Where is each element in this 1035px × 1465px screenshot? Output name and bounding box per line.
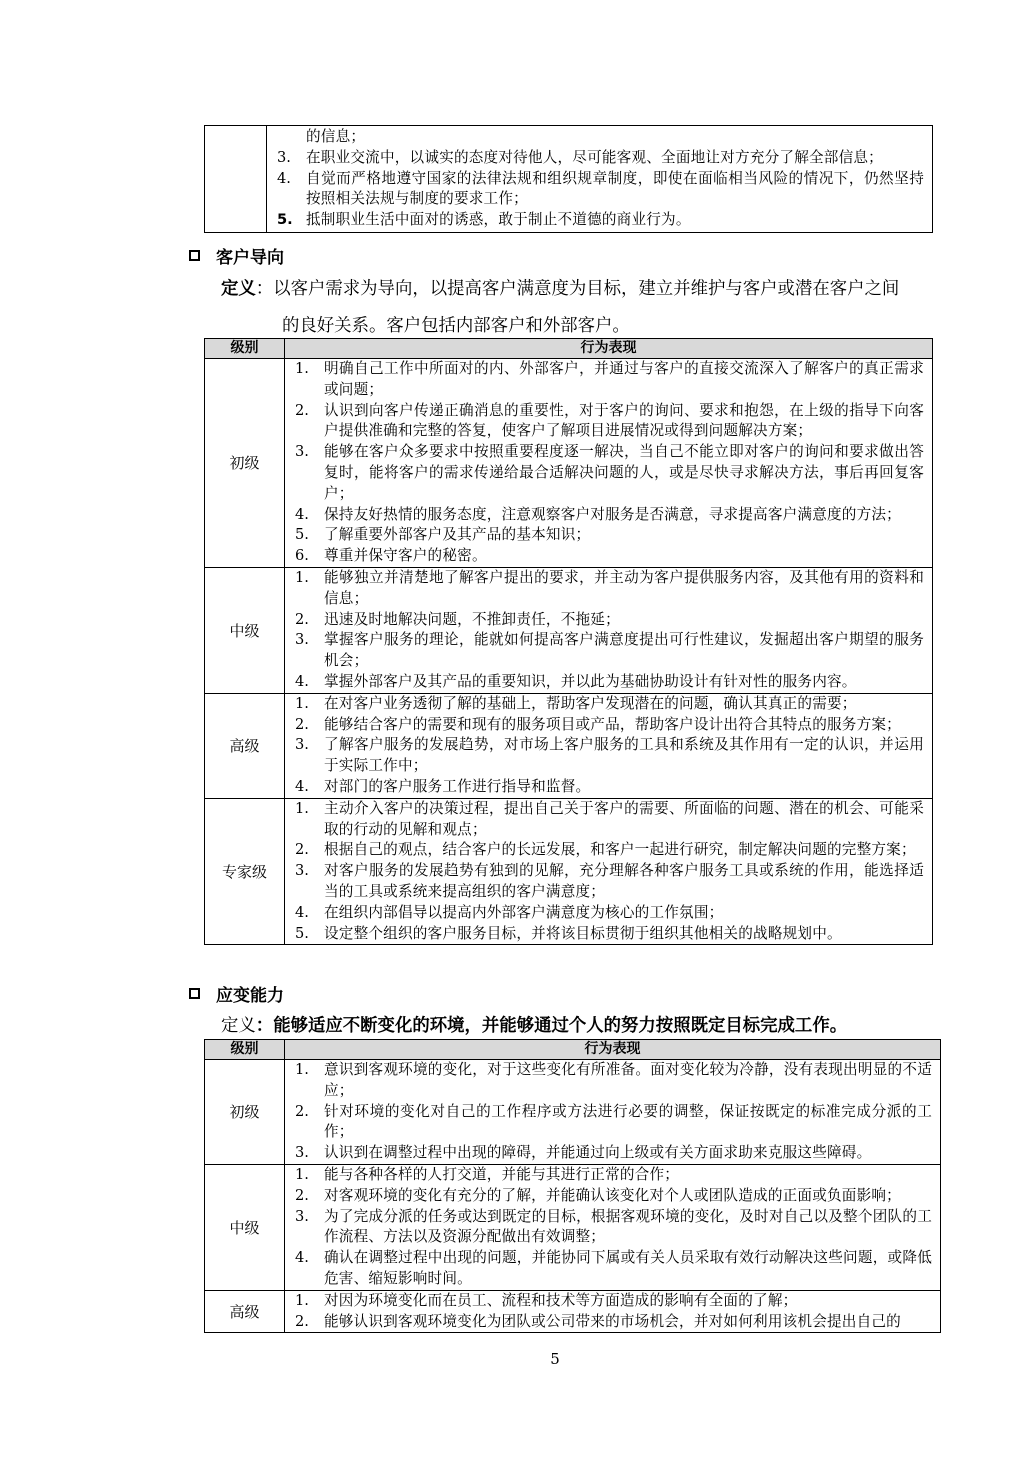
definition-text: 以客户需求为导向，以提高客户满意度为目标，建立并维护与客户或潜在客户之间 <box>273 279 900 299</box>
behavior-cell <box>267 126 933 233</box>
table-row <box>205 798 933 945</box>
level-cell <box>205 126 267 233</box>
level-cell: 中级 <box>205 567 285 693</box>
level-cell: 专家级 <box>205 798 285 945</box>
list-item: 2. 对客观环境的变化有充分的了解，并能确认该变化对个人或团队造成的正面或负面影响； <box>295 1186 901 1204</box>
table-row <box>205 567 933 693</box>
list-item: 5. 了解重要外部客户及其产品的基本知识； <box>295 526 591 544</box>
list-item: 1. 明确自己工作中所面对的内、外部客户，并通过与客户的直接交流深入了解客户的真正需求或问题； <box>295 360 924 398</box>
list-item: 3. 对客户服务的发展趋势有独到的见解，充分理解各种客户服务工具或系统的作用，能选择适当的工具或系统来提高组织的客户满意度； <box>295 862 924 900</box>
list-item: 1. 意识到客观环境的变化，对于这些变化有所准备。面对变化较为冷静，没有表现出明显的不适应； <box>295 1061 932 1099</box>
table-header-row <box>205 1040 941 1060</box>
header-level: 级别 <box>205 1040 285 1060</box>
behavior-cell <box>285 693 933 798</box>
list-item: 2. 能够认识到客观环境变化为团队或公司带来的市场机会，并对如何利用该机会提出自己的 <box>295 1312 901 1330</box>
level-cell: 高级 <box>205 693 285 798</box>
definition <box>221 1009 847 1043</box>
list-item: 3. 了解客户服务的发展趋势，对市场上客户服务的工具和系统及其作用有一定的认识，并运用于实际工作中； <box>295 736 924 775</box>
page-number: 5 <box>550 1350 560 1368</box>
list-item: 4. 自觉而严格地遵守国家的法律法规和组织规章制度，即使在面临相当风险的情况下，仍然坚持按照相关法规与制度的要求工作； <box>277 169 924 208</box>
level-cell: 中级 <box>205 1164 285 1290</box>
behavior-cell <box>285 798 933 945</box>
list-item: 4. 在组织内部倡导以提高内外部客户满意度为核心的工作氛围； <box>295 903 724 921</box>
list-item: 的信息； <box>306 128 366 145</box>
list-item: 2. 认识到向客户传递正确消息的重要性，对于客户的询问、要求和抱怨，在上级的指导下向客户提供准确和完整的答复，使客户了解项目进展情况或得到问题解决方案； <box>295 401 924 440</box>
list-item: 2. 针对环境的变化对自己的工作程序或方法进行必要的调整，保证按既定的标准完成分派的工作； <box>295 1102 932 1141</box>
header-behavior: 行为表现 <box>285 339 933 359</box>
list-item: 5. 抵制职业生活中面对的诱惑，敢于制止不道德的商业行为。 <box>277 211 691 229</box>
definition-text: 的良好关系。客户包括内部客户和外部客户。 <box>282 316 630 336</box>
behavior-cell <box>285 567 933 693</box>
section-title: 应变能力 <box>216 986 284 1006</box>
customer-orientation-table <box>204 338 933 945</box>
list-item: 6. 尊重并保守客户的秘密。 <box>295 547 487 565</box>
list-item: 5. 设定整个组织的客户服务目标，并将该目标贯彻于组织其他相关的战略规划中。 <box>295 924 842 942</box>
header-level: 级别 <box>205 339 285 359</box>
definition-label: 定义 <box>221 279 256 299</box>
integrity-table-continuation <box>204 125 933 233</box>
definition-sep: ： <box>255 279 274 299</box>
definition-label: 定义 <box>221 1016 256 1036</box>
table-row <box>205 1290 941 1333</box>
definition-sep: ： <box>255 1016 274 1036</box>
checkbox-bullet-icon <box>189 988 200 999</box>
list-item: 3. 能够在客户众多要求中按照重要程度逐一解决，当自己不能立即对客户的询问和要求做出答复时，能将客户的需求传递给最合适解决问题的人，或是尽快寻求解决方法，事后再回复客户； <box>295 443 924 502</box>
list-item: 1. 对因为环境变化而在员工、流程和技术等方面造成的影响有全面的了解； <box>295 1291 798 1309</box>
list-item: 4. 确认在调整过程中出现的问题，并能协同下属或有关人员采取有效行动解决这些问题，或降低危害、缩短影响时间。 <box>295 1249 932 1287</box>
behavior-cell <box>285 1060 941 1165</box>
checkbox-bullet-icon <box>189 250 200 261</box>
level-cell: 初级 <box>205 359 285 568</box>
header-behavior: 行为表现 <box>285 1040 941 1060</box>
definition-text: 能够适应不断变化的环境，并能够通过个人的努力按照既定目标完成工作。 <box>273 1016 848 1036</box>
list-item: 2. 根据自己的观点，结合客户的长远发展，和客户一起进行研究，制定解决问题的完整方案； <box>295 841 916 859</box>
list-item: 4. 掌握外部客户及其产品的重要知识，并以此为基础协助设计有针对性的服务内容。 <box>295 672 857 690</box>
list-item: 3. 为了完成分派的任务或达到既定的目标，根据客观环境的变化，及时对自己以及整个团队的工作流程、方法以及资源分配做出有效调整； <box>295 1207 932 1246</box>
section-heading-customer-orientation <box>189 243 284 268</box>
definition <box>221 272 936 306</box>
list-item: 1. 能与各种各样的人打交道，并能与其进行正常的合作； <box>295 1165 680 1183</box>
list-item: 2. 迅速及时地解决问题，不推卸责任，不拖延； <box>295 610 620 628</box>
list-item: 1. 主动介入客户的决策过程，提出自己关于客户的需要、所面临的问题、潜在的机会、可能采取的行动的见解和观点； <box>295 799 924 838</box>
level-cell: 初级 <box>205 1060 285 1165</box>
list-item: 1. 能够独立并清楚地了解客户提出的要求，并主动为客户提供服务内容，及其他有用的资料和信息； <box>295 568 924 607</box>
list-item: 1. 在对客户业务透彻了解的基础上，帮助客户发现潜在的问题，确认其真正的需要； <box>295 694 857 712</box>
behavior-cell <box>285 1290 941 1333</box>
table-header-row <box>205 339 933 359</box>
table-row <box>205 1164 941 1290</box>
section-title: 客户导向 <box>216 248 284 268</box>
table-row <box>205 1060 941 1165</box>
section-heading-adaptability <box>189 981 284 1006</box>
list-item: 3. 认识到在调整过程中出现的障碍，并能通过向上级或有关方面求助来克服这些障碍。 <box>295 1144 872 1162</box>
list-item: 4. 保持友好热情的服务态度，注意观察客户对服务是否满意，寻求提高客户满意度的方法； <box>295 505 901 523</box>
table-row <box>205 693 933 798</box>
list-item: 3. 在职业交流中，以诚实的态度对待他人，尽可能客观、全面地让对方充分了解全部信息； <box>277 148 883 166</box>
list-item: 4. 对部门的客户服务工作进行指导和监督。 <box>295 777 591 795</box>
behavior-cell <box>285 1164 941 1290</box>
adaptability-table <box>204 1039 941 1333</box>
level-cell: 高级 <box>205 1290 285 1333</box>
behavior-cell <box>285 359 933 568</box>
list-item: 3. 掌握客户服务的理论，能就如何提高客户满意度提出可行性建议，发掘超出客户期望的服务机会； <box>295 631 924 670</box>
table-row <box>205 359 933 568</box>
list-item: 2. 能够结合客户的需要和现有的服务项目或产品，帮助客户设计出符合其特点的服务方案； <box>295 715 901 733</box>
